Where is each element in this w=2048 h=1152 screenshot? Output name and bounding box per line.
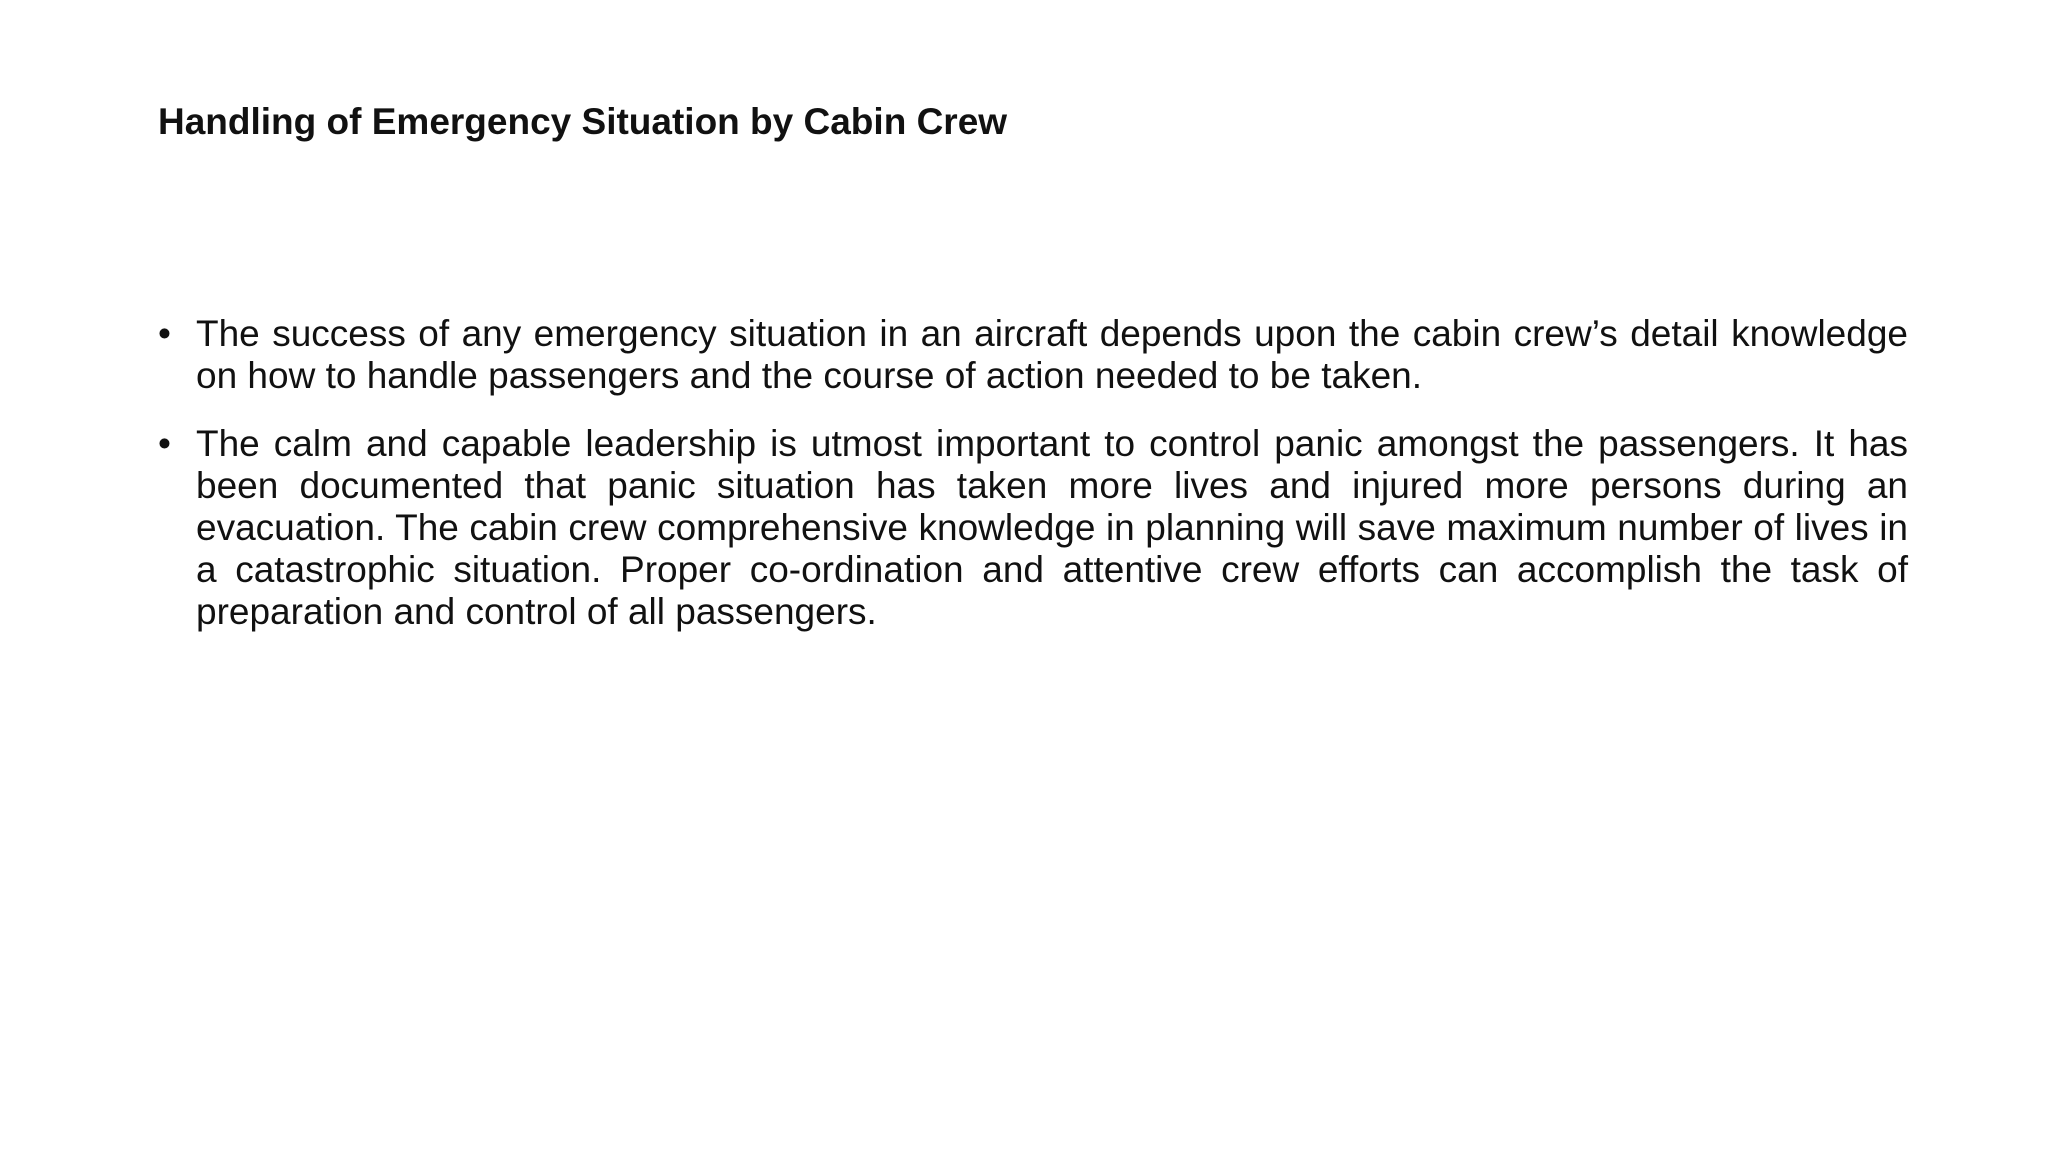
bullet-item	[158, 423, 1908, 633]
bullet-text: The success of any emergency situation in an aircraft depends upon the cabin crew’s detail knowledge on how to handle passengers and the course of action needed to be taken.	[196, 313, 1908, 396]
bullet-item	[158, 313, 1908, 397]
bullet-text: The calm and capable leadership is utmost important to control panic amongst the passengers. It has been documented that panic situation has taken more lives and injured more persons during an evacuation. The cabin crew comprehensive knowledge in planning will save maximum number of lives in a catastrophic situation. Proper co-ordination and attentive crew efforts can accomplish the task of preparation and control of all passengers.	[196, 423, 1908, 632]
bullet-dot-icon: •	[158, 313, 171, 354]
slide-title: Handling of Emergency Situation by Cabin Crew	[158, 101, 1008, 142]
bullet-dot-icon: •	[158, 423, 171, 464]
bullet-list	[158, 313, 1908, 659]
